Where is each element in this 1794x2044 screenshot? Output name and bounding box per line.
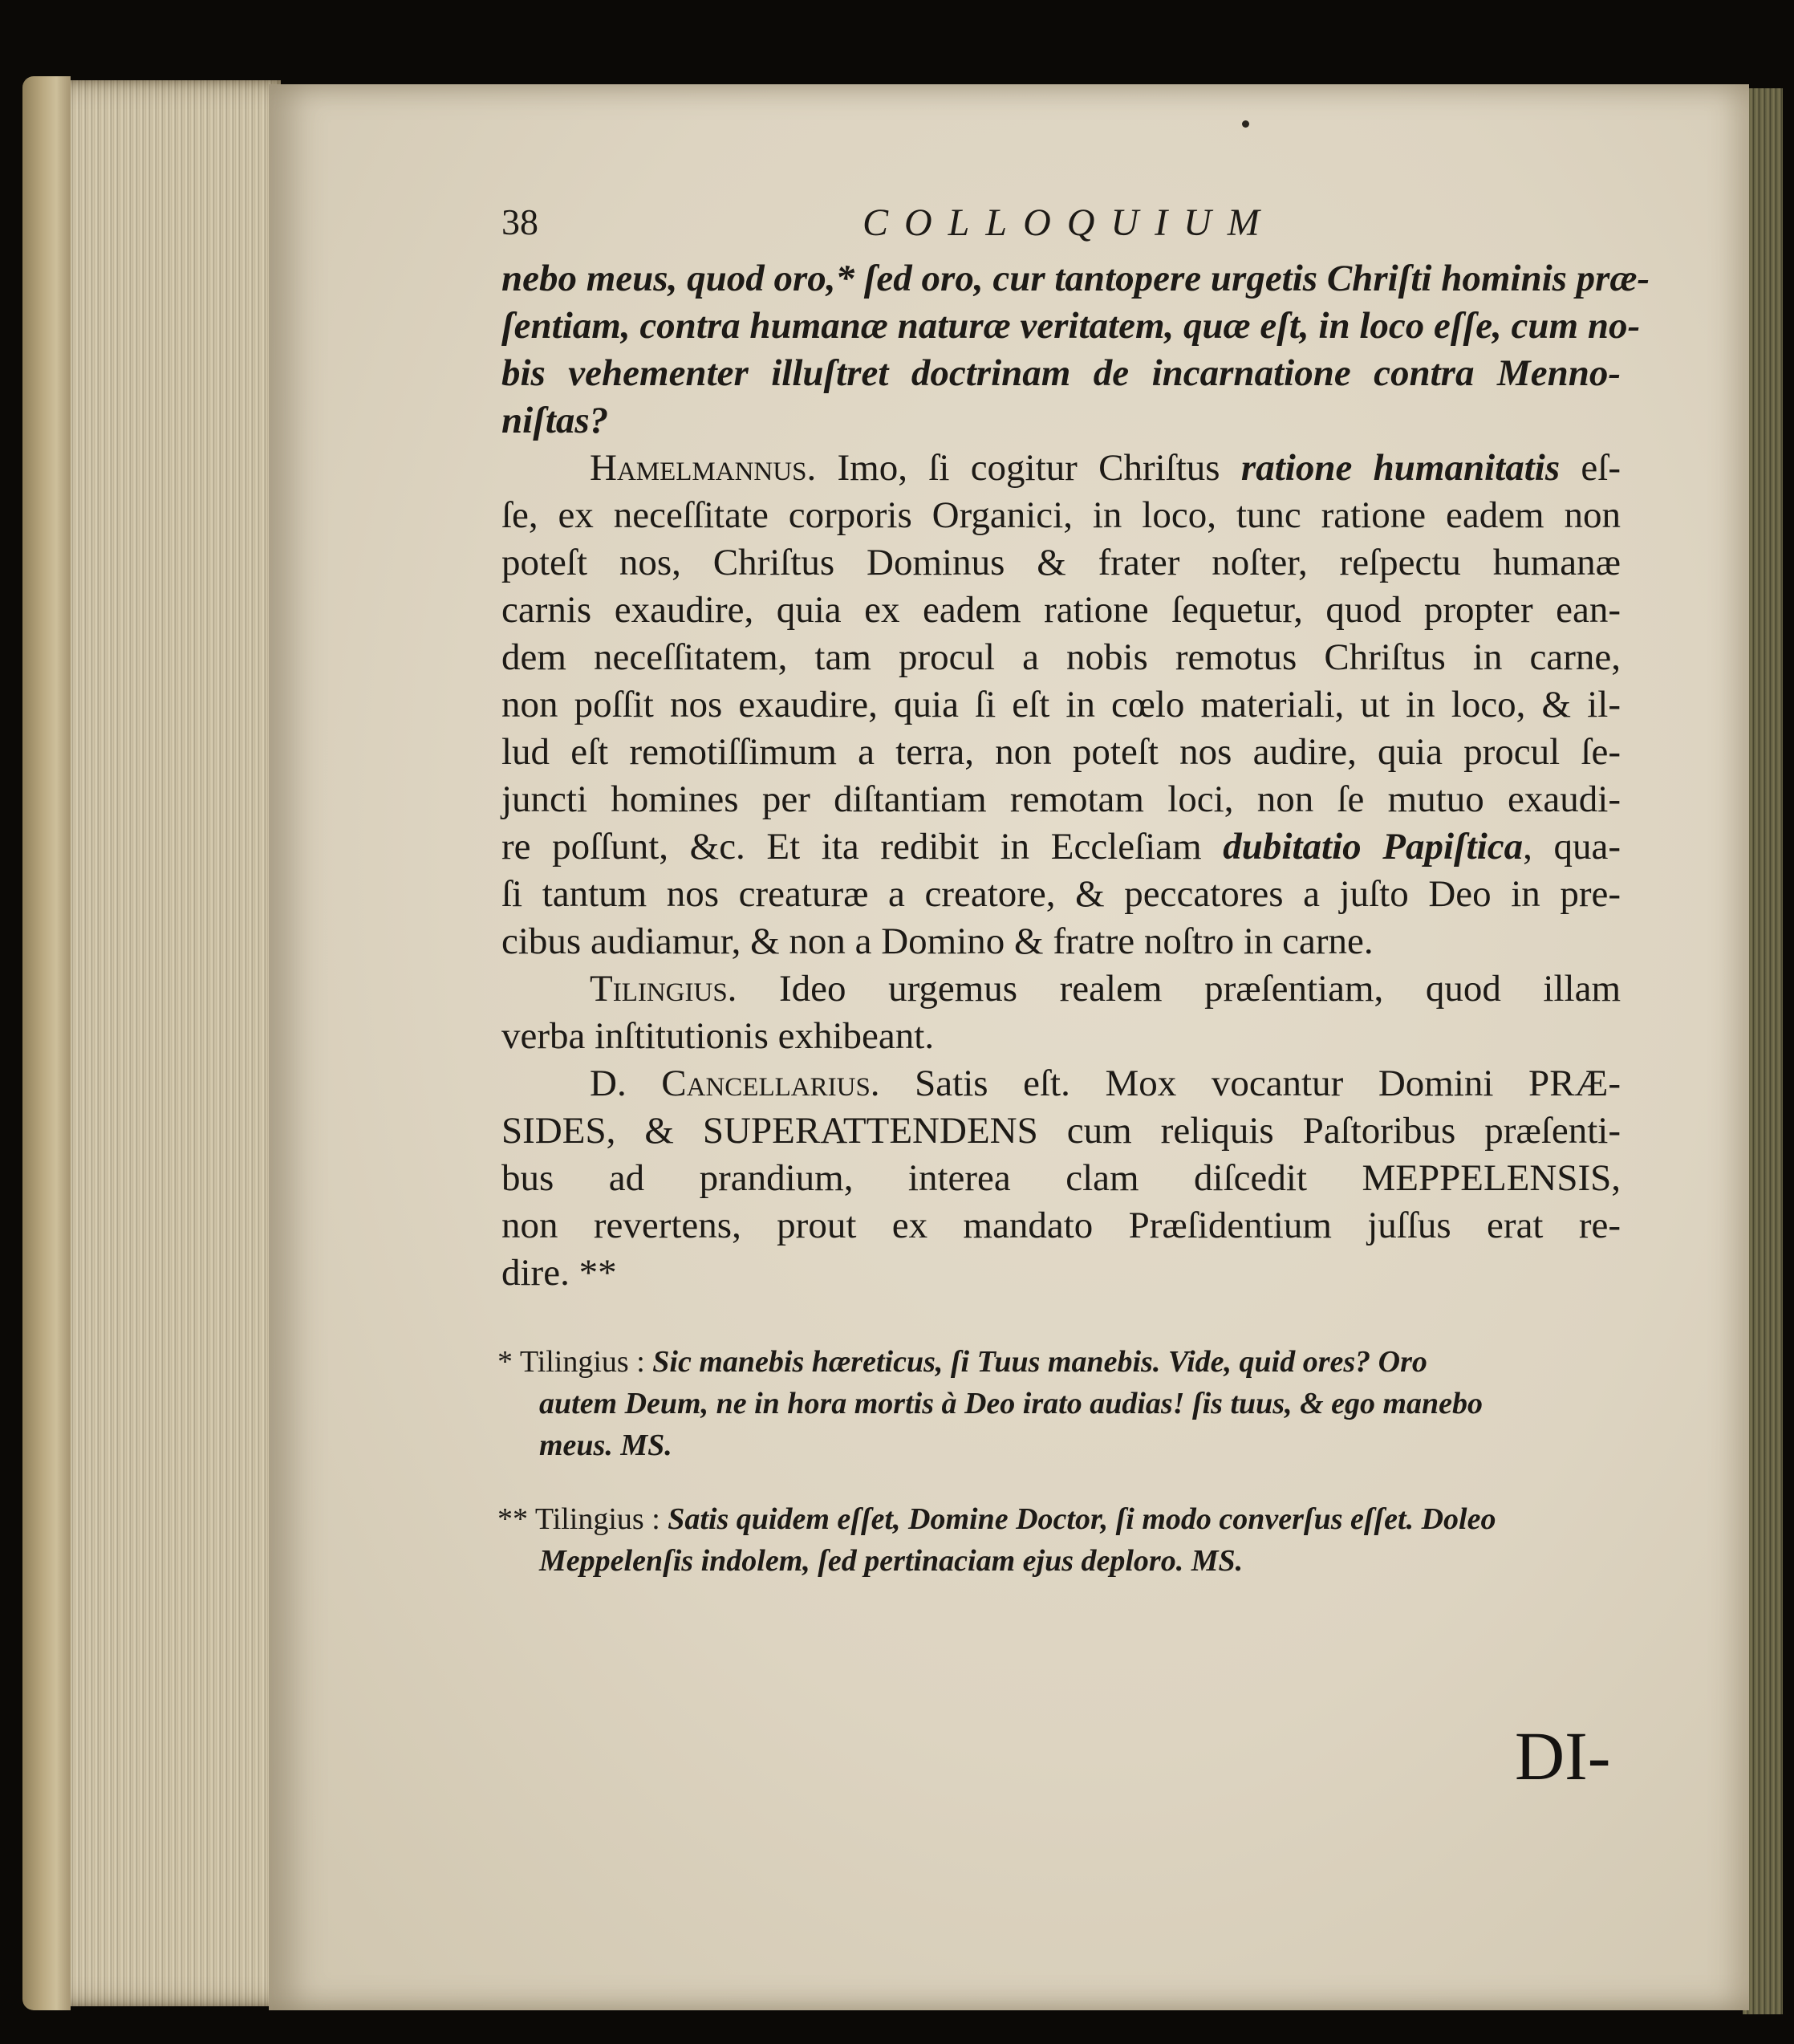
footnote-quote: meus. MS. [539,1428,672,1462]
italic-run: dubitatio Papiſtica [1223,826,1524,868]
text-line [501,871,1621,917]
text-line [501,729,1621,775]
text-run: poteſt nos, Chriſtus Dominus & frater noſter, reſpectu humanæ [501,542,1621,583]
text-line [501,634,1621,681]
text-line [501,397,1621,444]
text-line [501,1202,1621,1249]
running-title: COLLOQUIUM [862,201,1276,244]
text-run: dem neceſſitatem, tam procul a nobis remotus Chriſtus in carne, [501,636,1621,678]
italic-run: bis vehementer illuſtret doctrinam de incarnatione contra Menno- [501,352,1621,394]
book-spine [22,76,71,2010]
text-line [501,492,1621,538]
text-run: ſi tantum nos creaturæ a creatore, & peccatores a juſto Deo in pre- [501,873,1621,915]
text-run: non revertens, prout ex mandato Præſidentium juſſus erat re- [501,1205,1621,1246]
text-line [501,776,1621,823]
footnote-quote: Satis quidem eſſet, Domine Doctor, ſi modo converſus eſſet. Doleo [668,1502,1496,1536]
text-line [501,1107,1621,1154]
text-run: verba inſtitutionis exhibeant. [501,1015,935,1057]
text-line [501,255,1650,302]
text-run: , qua- [1523,826,1621,868]
text-line [590,1060,1621,1107]
text-line [501,681,1621,728]
text-line [501,1250,1621,1296]
speaker-name: Hamelmannus. [590,447,817,489]
text-run: ſe, ex neceſſitate corporis Organici, in loco, tunc ratione eadem non [501,494,1621,536]
text-line [501,1013,1621,1059]
text-run: Ideo urgemus realem præſentiam, quod illam [737,968,1621,1010]
text-run: lud eſt remotiſſimum a terra, non poteſt nos audire, quia procul ſe- [501,731,1621,773]
ink-speck [1242,120,1249,128]
footnote-line [497,1342,1427,1382]
text-run: bus ad prandium, interea clam diſcedit MEPPELENSIS, [501,1157,1621,1199]
footnote-quote: autem Deum, ne in hora mortis à Deo irato audias! ſis tuus, & ego manebo [539,1387,1484,1420]
text-run: cibus audiamur, & non a Domino & fratre noſtro in carne. [501,920,1374,962]
text-run: Imo, ſi cogitur Chriſtus [816,447,1241,489]
italic-run: niſtas? [501,400,609,441]
text-run: SIDES, & SUPERATTENDENS cum reliquis Paſtoribus præſenti- [501,1110,1621,1152]
text-run: carnis exaudire, quia ex eadem ratione ſequetur, quod propter ean- [501,589,1621,631]
text-line [501,350,1621,396]
text-run: re poſſunt, &c. Et ita redibit in Eccleſiam [501,826,1224,868]
footnote-line [539,1384,1483,1424]
footnote-quote: Sic manebis hæreticus, ſi Tuus manebis. Vide, quid ores? Oro [652,1345,1427,1379]
text-line [501,1155,1621,1201]
speaker-name: D. Cancellarius. [590,1063,880,1104]
italic-run: ſentiam, contra humanæ naturæ veritatem, quæ eſt, in loco eſſe, cum no- [501,305,1641,347]
text-line [501,918,1621,965]
text-line [501,587,1621,633]
text-line [501,539,1621,586]
footnote-label: ** Tilingius : [497,1502,668,1536]
text-run: dire. ** [501,1252,617,1294]
page-number: 38 [501,201,538,242]
text-line [590,445,1621,491]
text-run: Satis eſt. Mox vocantur Domini PRÆ- [879,1063,1621,1104]
italic-run: ratione humanitatis [1240,447,1561,489]
speaker-name: Tilingius. [590,968,737,1010]
text-run: juncti homines per diſtantiam remotam loci, non ſe mutuo exaudi- [501,778,1621,820]
catchword: DI- [1515,1717,1611,1794]
text-line [501,823,1621,870]
text-line [590,965,1621,1012]
footnote-quote: Meppelenſis indolem, ſed pertinaciam ejus deploro. MS. [539,1544,1244,1578]
footnote-line [497,1499,1496,1539]
text-line [501,303,1641,349]
italic-run: nebo meus, quod oro,* ſed oro, cur tantopere urgetis Chriſti hominis præ- [501,258,1650,299]
footnote-line [539,1425,672,1465]
text-run: eſ- [1560,447,1622,489]
footnote-label: * Tilingius : [497,1345,653,1379]
text-run: non poſſit nos exaudire, quia ſi eſt in cœlo materiali, ut in loco, & il- [501,684,1621,725]
footnote-line [539,1541,1243,1581]
